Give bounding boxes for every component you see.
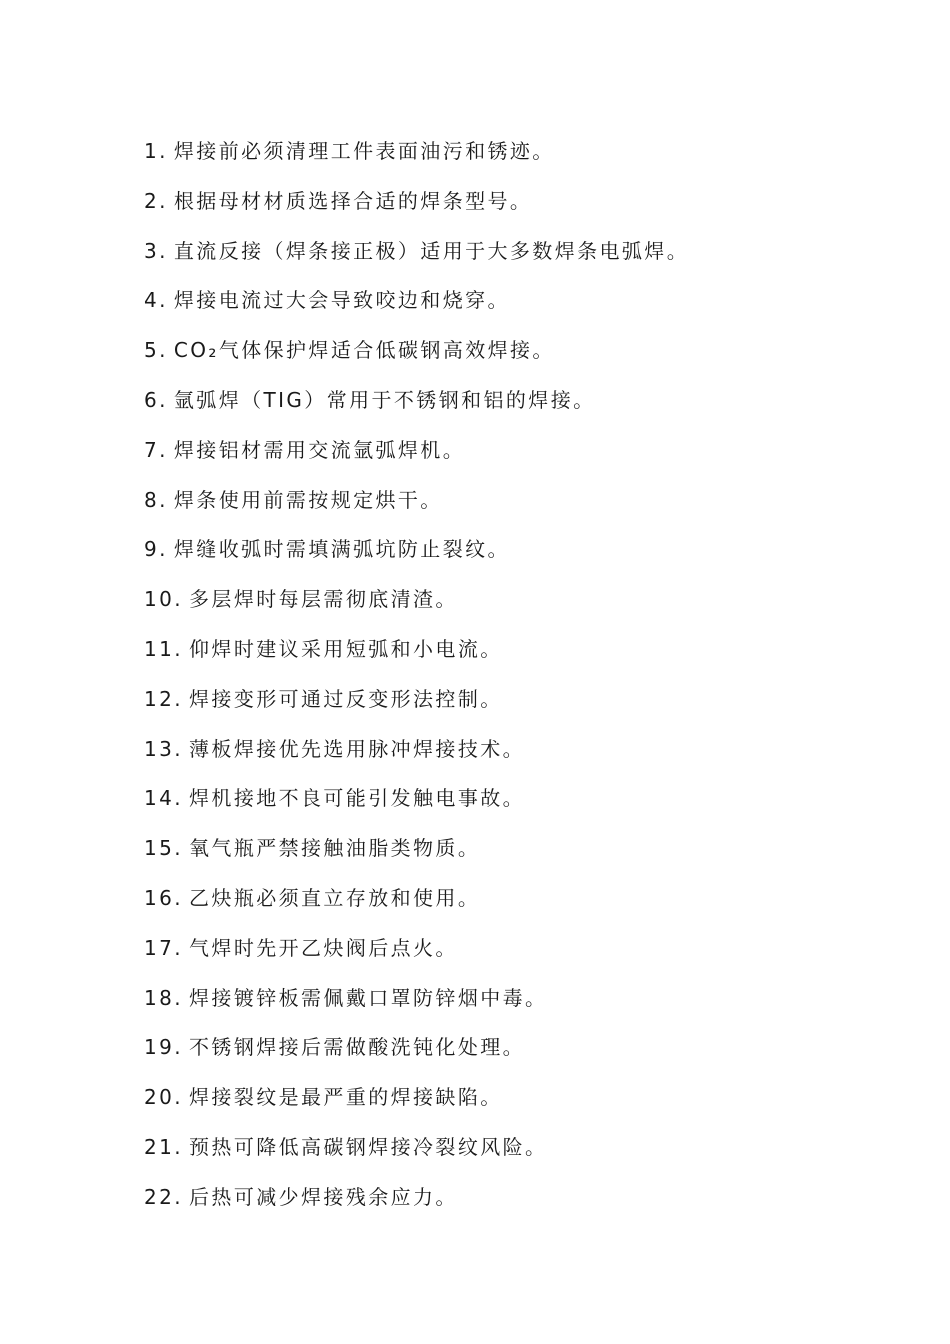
- list-item: [144, 580, 689, 630]
- item-number: 5.: [144, 338, 168, 363]
- item-number: 13.: [144, 736, 184, 761]
- list-item: [144, 630, 689, 680]
- item-number: 20.: [144, 1085, 184, 1110]
- item-number: 3.: [144, 238, 168, 263]
- item-number: 10.: [144, 587, 184, 612]
- list-item: [144, 530, 689, 580]
- item-text: 直流反接（焊条接正极）适用于大多数焊条电弧焊。: [173, 238, 690, 263]
- item-text: CO₂气体保护焊适合低碳钢高效焊接。: [173, 338, 555, 363]
- item-text: 焊缝收弧时需填满弧坑防止裂纹。: [173, 537, 510, 562]
- item-text: 预热可降低高碳钢焊接冷裂纹风险。: [189, 1134, 548, 1159]
- list-item: [144, 979, 689, 1029]
- item-text: 仰焊时建议采用短弧和小电流。: [189, 636, 503, 661]
- item-number: 19.: [144, 1035, 184, 1060]
- list-item: [144, 779, 689, 829]
- item-number: 8.: [144, 487, 168, 512]
- item-number: 11.: [144, 636, 184, 661]
- list-item: [144, 730, 689, 780]
- numbered-list: [144, 132, 689, 1228]
- item-number: 14.: [144, 786, 184, 811]
- item-text: 焊接电流过大会导致咬边和烧穿。: [173, 288, 510, 313]
- item-number: 12.: [144, 686, 184, 711]
- list-item: [144, 1128, 689, 1178]
- list-item: [144, 232, 689, 282]
- list-item: [144, 481, 689, 531]
- item-number: 22.: [144, 1184, 184, 1209]
- item-text: 氧气瓶严禁接触油脂类物质。: [189, 836, 481, 861]
- item-number: 4.: [144, 288, 168, 313]
- item-number: 15.: [144, 836, 184, 861]
- item-number: 18.: [144, 985, 184, 1010]
- item-number: 2.: [144, 188, 168, 213]
- item-text: 焊机接地不良可能引发触电事故。: [189, 786, 526, 811]
- item-number: 9.: [144, 537, 168, 562]
- item-number: 17.: [144, 935, 184, 960]
- item-text: 气焊时先开乙炔阀后点火。: [189, 935, 458, 960]
- item-text: 后热可减少焊接残余应力。: [189, 1184, 458, 1209]
- list-item: [144, 879, 689, 929]
- item-number: 16.: [144, 885, 184, 910]
- item-text: 根据母材材质选择合适的焊条型号。: [173, 188, 533, 213]
- item-text: 氩弧焊（TIG）常用于不锈钢和铝的焊接。: [173, 387, 596, 412]
- item-number: 7.: [144, 437, 168, 462]
- item-text: 焊条使用前需按规定烘干。: [173, 487, 443, 512]
- list-item: [144, 431, 689, 481]
- item-number: 21.: [144, 1134, 184, 1159]
- item-text: 焊接前必须清理工件表面油污和锈迹。: [173, 139, 555, 163]
- item-number: 1.: [144, 139, 168, 163]
- item-text: 焊接铝材需用交流氩弧焊机。: [173, 437, 466, 462]
- item-text: 乙炔瓶必须直立存放和使用。: [189, 885, 481, 910]
- item-text: 不锈钢焊接后需做酸洗钝化处理。: [189, 1035, 526, 1060]
- list-item: [144, 281, 689, 331]
- item-text: 薄板焊接优先选用脉冲焊接技术。: [189, 736, 526, 761]
- item-number: 6.: [144, 387, 168, 412]
- list-item: [144, 182, 689, 232]
- list-item: [144, 381, 689, 431]
- list-item: [144, 1028, 689, 1078]
- list-item: [144, 680, 689, 730]
- item-text: 多层焊时每层需彻底清渣。: [189, 587, 458, 612]
- item-text: 焊接镀锌板需佩戴口罩防锌烟中毒。: [189, 985, 548, 1010]
- list-item: [144, 331, 689, 381]
- list-item: [144, 829, 689, 879]
- list-item: [144, 1178, 689, 1228]
- item-text: 焊接变形可通过反变形法控制。: [189, 686, 503, 711]
- list-item: [144, 132, 689, 182]
- list-item: [144, 1078, 689, 1128]
- list-item: [144, 929, 689, 979]
- item-text: 焊接裂纹是最严重的焊接缺陷。: [189, 1085, 503, 1110]
